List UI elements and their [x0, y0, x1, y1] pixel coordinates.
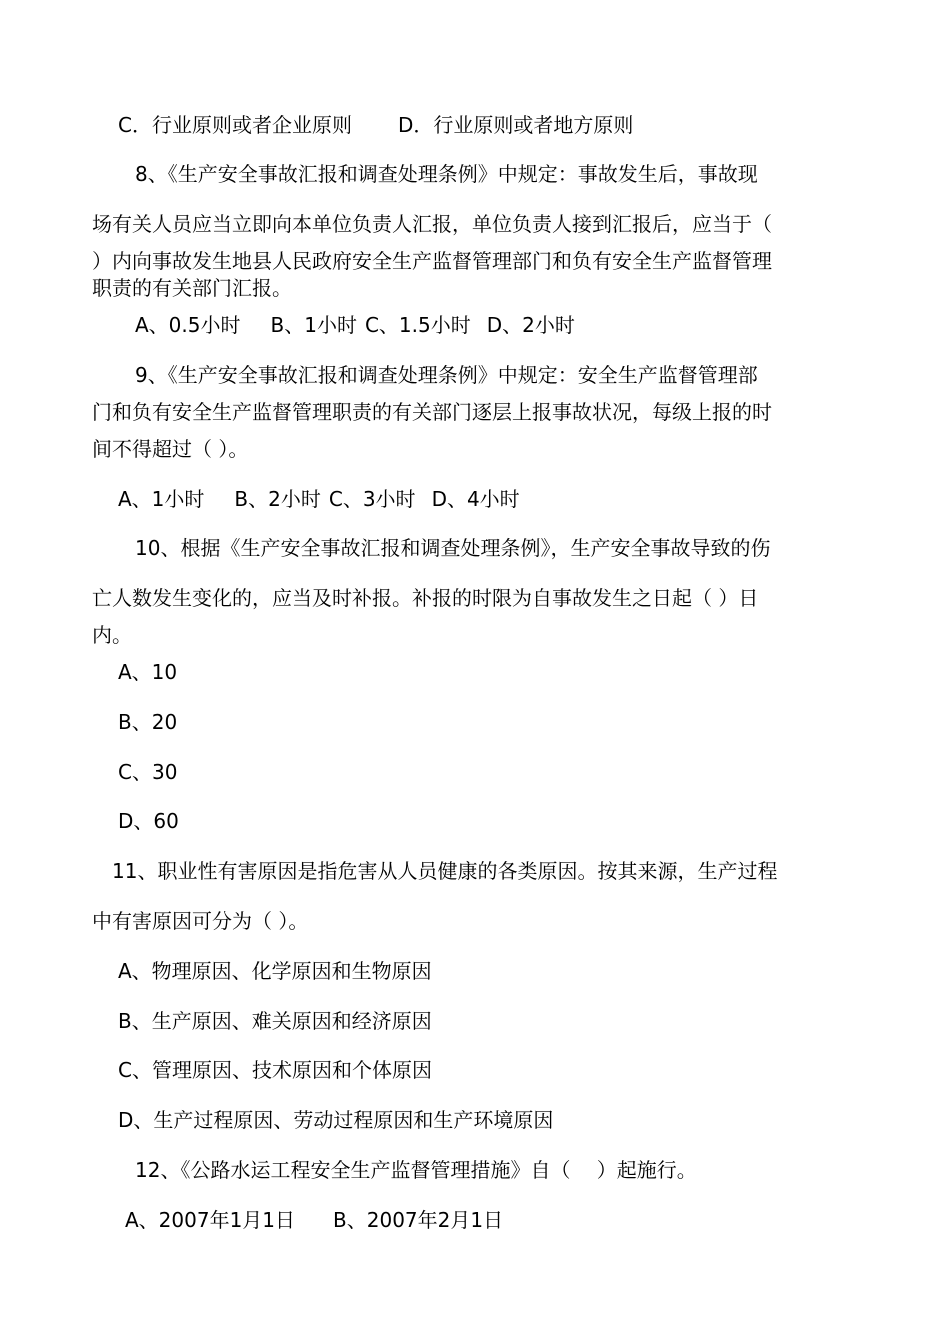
q8-option-b: B、1小时	[270, 313, 357, 337]
q10-option-a: A、10	[118, 660, 178, 684]
q12-line-1: 12、《公路水运工程安全生产监督管理措施》自（ ）起施行。	[135, 1158, 697, 1182]
q9-options-row	[118, 486, 520, 512]
q11-option-c: C、管理原因、技术原因和个体原因	[118, 1058, 432, 1082]
q9-line-3: 间不得超过（ ）。	[92, 437, 249, 461]
q8-line-2: 场有关人员应当立即向本单位负责人汇报，单位负责人接到汇报后，应当于（	[92, 212, 772, 236]
q11-option-b: B、生产原因、难关原因和经济原因	[118, 1009, 432, 1033]
q9-option-c: C、3小时	[328, 487, 416, 511]
q7-option-c: C．行业原则或者企业原则	[118, 113, 352, 137]
q11-line-2: 中有害原因可分为（ ）。	[92, 909, 309, 933]
q8-line-4: 职责的有关部门汇报。	[92, 276, 292, 300]
q10-line-3: 内。	[92, 623, 132, 647]
q10-option-d: D、60	[118, 809, 179, 833]
q7-option-d: D．行业原则或者地方原则	[397, 113, 634, 137]
q12-option-b: B、2007年2月1日	[333, 1208, 504, 1232]
q9-option-b: B、2小时	[234, 487, 321, 511]
q9-option-a: A、1小时	[118, 487, 205, 511]
q10-option-c: C、30	[118, 760, 178, 784]
q12-options-row	[125, 1207, 503, 1233]
q9-option-d: D、4小时	[431, 487, 520, 511]
q12-option-a: A、2007年1月1日	[125, 1208, 296, 1232]
q9-line-2: 门和负有安全生产监督管理职责的有关部门逐层上报事故状况，每级上报的时	[92, 400, 772, 424]
q8-option-a: A、0.5小时	[135, 313, 241, 337]
q8-options-row	[135, 312, 575, 338]
q8-line-3: ）内向事故发生地县人民政府安全生产监督管理部门和负有安全生产监督管理	[92, 249, 772, 273]
q10-line-2: 亡人数发生变化的，应当及时补报。补报的时限为自事故发生之日起（ ）日	[92, 586, 759, 610]
q11-line-1: 11、职业性有害原因是指危害从人员健康的各类原因。按其来源，生产过程	[112, 859, 778, 883]
q10-line-1: 10、根据《生产安全事故汇报和调查处理条例》，生产安全事故导致的伤	[135, 536, 771, 560]
q8-option-c: C、1.5小时	[364, 313, 471, 337]
q11-option-a: A、物理原因、化学原因和生物原因	[118, 959, 432, 983]
q11-option-d: D、生产过程原因、劳动过程原因和生产环境原因	[118, 1108, 554, 1132]
q8-line-1: 8、《生产安全事故汇报和调查处理条例》中规定：事故发生后，事故现	[135, 162, 758, 186]
q10-option-b: B、20	[118, 710, 178, 734]
q8-option-d: D、2小时	[486, 313, 575, 337]
q9-line-1: 9、《生产安全事故汇报和调查处理条例》中规定：安全生产监督管理部	[135, 363, 758, 387]
q7-options-row	[118, 112, 633, 138]
